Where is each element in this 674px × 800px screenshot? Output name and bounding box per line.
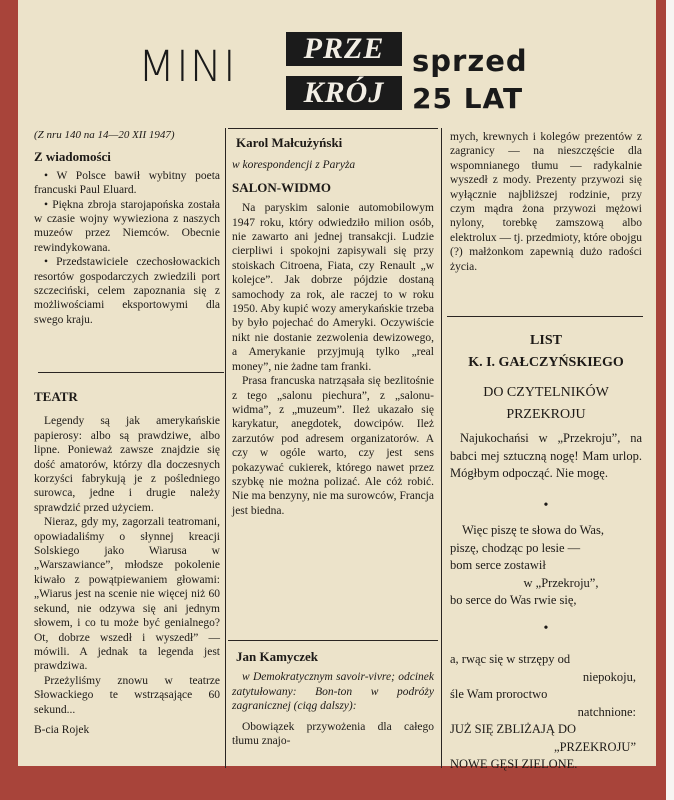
przekroj-logo [286, 32, 402, 118]
teatr-heading: TEATR [34, 389, 78, 404]
correspondence-note: w korespondencji z Paryża [232, 159, 356, 172]
letter-title: LIST [530, 333, 562, 348]
signature: B-cia Rojek [34, 723, 90, 736]
teatr-paragraph: Nieraz, gdy my, zagorzali teatromani, opowiadaliśmy o słynnej kreacji Solskiego jako Wiarusa w „Warszawiance”, młodsze pokolenie kiwało z powątpiewaniem głowami: „Wiarus jest na scenie nie więcej niż 60 sekund, nie odzywa się ani jednym słowem, i co tu może być genialnego? Ot, dobrze wszedł i wyszedł” — mówili. A jednak ta legenda jest prawdziwa. [34, 516, 220, 673]
author-kamyczek: Jan Kamyczek [236, 649, 318, 664]
header-mini: MINI [138, 42, 237, 92]
poem-line: bo serce do Was rwie się, [450, 593, 577, 607]
issue-note: (Z nru 140 na 14—20 XII 1947) [34, 129, 175, 141]
poem-line: bom serce zostawił [450, 558, 546, 572]
author-malcuzynski: Karol Małcużyński [236, 135, 343, 150]
letter-author: K. I. GAŁCZYŃSKIEGO [468, 355, 624, 370]
news-heading: Z wiadomości [34, 149, 111, 165]
poem-line: piszę, chodząc po lesie — [450, 540, 581, 555]
poem-line: Więc piszę te słowa do Was, [462, 523, 604, 537]
column-rule-2 [441, 128, 442, 768]
header-sprzed: sprzed [412, 44, 528, 78]
col3-rule [447, 316, 643, 317]
logo-top: PRZE [286, 32, 402, 66]
teatr-paragraph: Legendy są jak amerykańskie papierosy: albo są prawdziwe, albo lipne. Ponieważ zawsze znajdzie się dość amatorów, którzy dla doczesnych korzyści fabrykują je z pośledniego surowca, jedne i drugie należy sprawdzić przed użyciem. [34, 415, 220, 514]
logo-bottom: KRÓJ [286, 76, 402, 110]
poem-line: niepokoju, [582, 669, 636, 684]
col2-top-rule [228, 128, 438, 129]
column-1 [34, 128, 220, 327]
letter-body [450, 430, 642, 774]
article-paragraph: Prasa francuska natrząsała się bezlitośnie z tego „salonu piechura”, z „salonu-widma”, z „muzeum”. Ileż ukazało się karykatur, anegdotek, dowcipów. Ileż zarzutów pod adresem organizatorów. A czy w ogóle warto, czy jest sens pokazywać cukierek, którego nawet przez szybkę nie można polizać. Ale cóż robić. Nie ma benzyny, nie ma surowców, Francja jest biedna. [232, 375, 434, 517]
page-edge [666, 0, 674, 800]
column-2 [232, 136, 434, 518]
col2-mid-rule [228, 640, 438, 641]
letter-section [448, 330, 644, 426]
letter-text: Najukochańsi w „Przekroju”, na babci mej sztuczną nogę! Mam urlop. Mógłbym odpocząć. Nie mogę. [450, 431, 642, 480]
poem-line: natchnione: [577, 704, 636, 719]
continued-paragraph: mych, krewnych i kolegów prezentów z zagranicy — na nieszczęście dla wspomnianego tłumu — radykalnie wyszedł z mody. Prezenty przywozi się wyłącznie najbliższej rodzinie, przy czym mądra żona przywozi mężowi nylony, torebkę zamszową albo elektrolux — tj. przedmioty, które obojgu (?) małżonkom zapewnią dużo radości życia. [450, 131, 642, 273]
letter-to-line2: PRZEKROJU [506, 407, 586, 422]
poem-line: „PRZEKROJU” [554, 739, 636, 754]
letter-to-line1: DO CZYTELNIKÓW [483, 385, 609, 400]
kamyczek-section [232, 650, 434, 748]
poem-line: śle Wam proroctwo [450, 687, 548, 701]
section-rule [38, 372, 224, 373]
column-rule-1 [225, 128, 226, 768]
teatr-paragraph: Przeżyliśmy znowu w teatrze Słowackiego te wstrząsające 60 sekund... [34, 674, 220, 716]
poem-line: JUŻ SIĘ ZBLIŻAJĄ DO [450, 722, 577, 736]
poem-line: w „Przekroju”, [523, 575, 599, 590]
news-item: • Piękna zbroja starojapońska została w czasie wojny wywieziona z naszych muzeów przez Niemców. Obecnie rewindykowana. [34, 198, 220, 254]
poem-line: NOWE GĘSI ZIELONE. [450, 757, 578, 771]
kamyczek-paragraph: Obowiązek przywożenia dla całego tłumu znajo- [232, 720, 434, 748]
article-title: SALON-WIDMO [232, 179, 331, 195]
news-item: • W Polsce bawił wybitny poeta francuski Paul Eluard. [34, 169, 220, 197]
poem-line: a, rwąc się w strzępy od [450, 652, 571, 666]
column-3 [450, 130, 642, 274]
kamyczek-intro: w Demokratycznym savoir-vivre; odcinek zatytułowany: Bon-ton w podróży zagranicznej (ciąg dalszy): [232, 671, 434, 713]
bullet: • [543, 620, 549, 636]
article-paragraph: Na paryskim salonie automobilowym 1947 roku, który odwiedziło milion osób, nie zawarto ani jednej transakcji. Ludzie cierpliwi i spokojni zapisywali się przy stoiskach Citroena, Fiata, czy Renault „w kolejce”. Jak dobrze pójdzie dostaną samochody za rok, ale raczej to w roku 1950. Aby kupić wozy amerykańskie trzeba by było pojechać do Ameryki. Oczywiście nikt nie dostanie zezwolenia dewizowego, a Amerykanie przyjmują tylko „real money”, nie żadne tam franki. [232, 202, 434, 373]
bullet: • [543, 497, 549, 513]
teatr-section [34, 390, 220, 737]
header-25-lat: 25 LAT [412, 82, 524, 115]
news-item: • Przedstawiciele czechosłowackich resortów gospodarczych zwiedzili port szczeciński, celem zapoznania się z możliwościami eksportowymi dla swego kraju. [34, 256, 220, 326]
